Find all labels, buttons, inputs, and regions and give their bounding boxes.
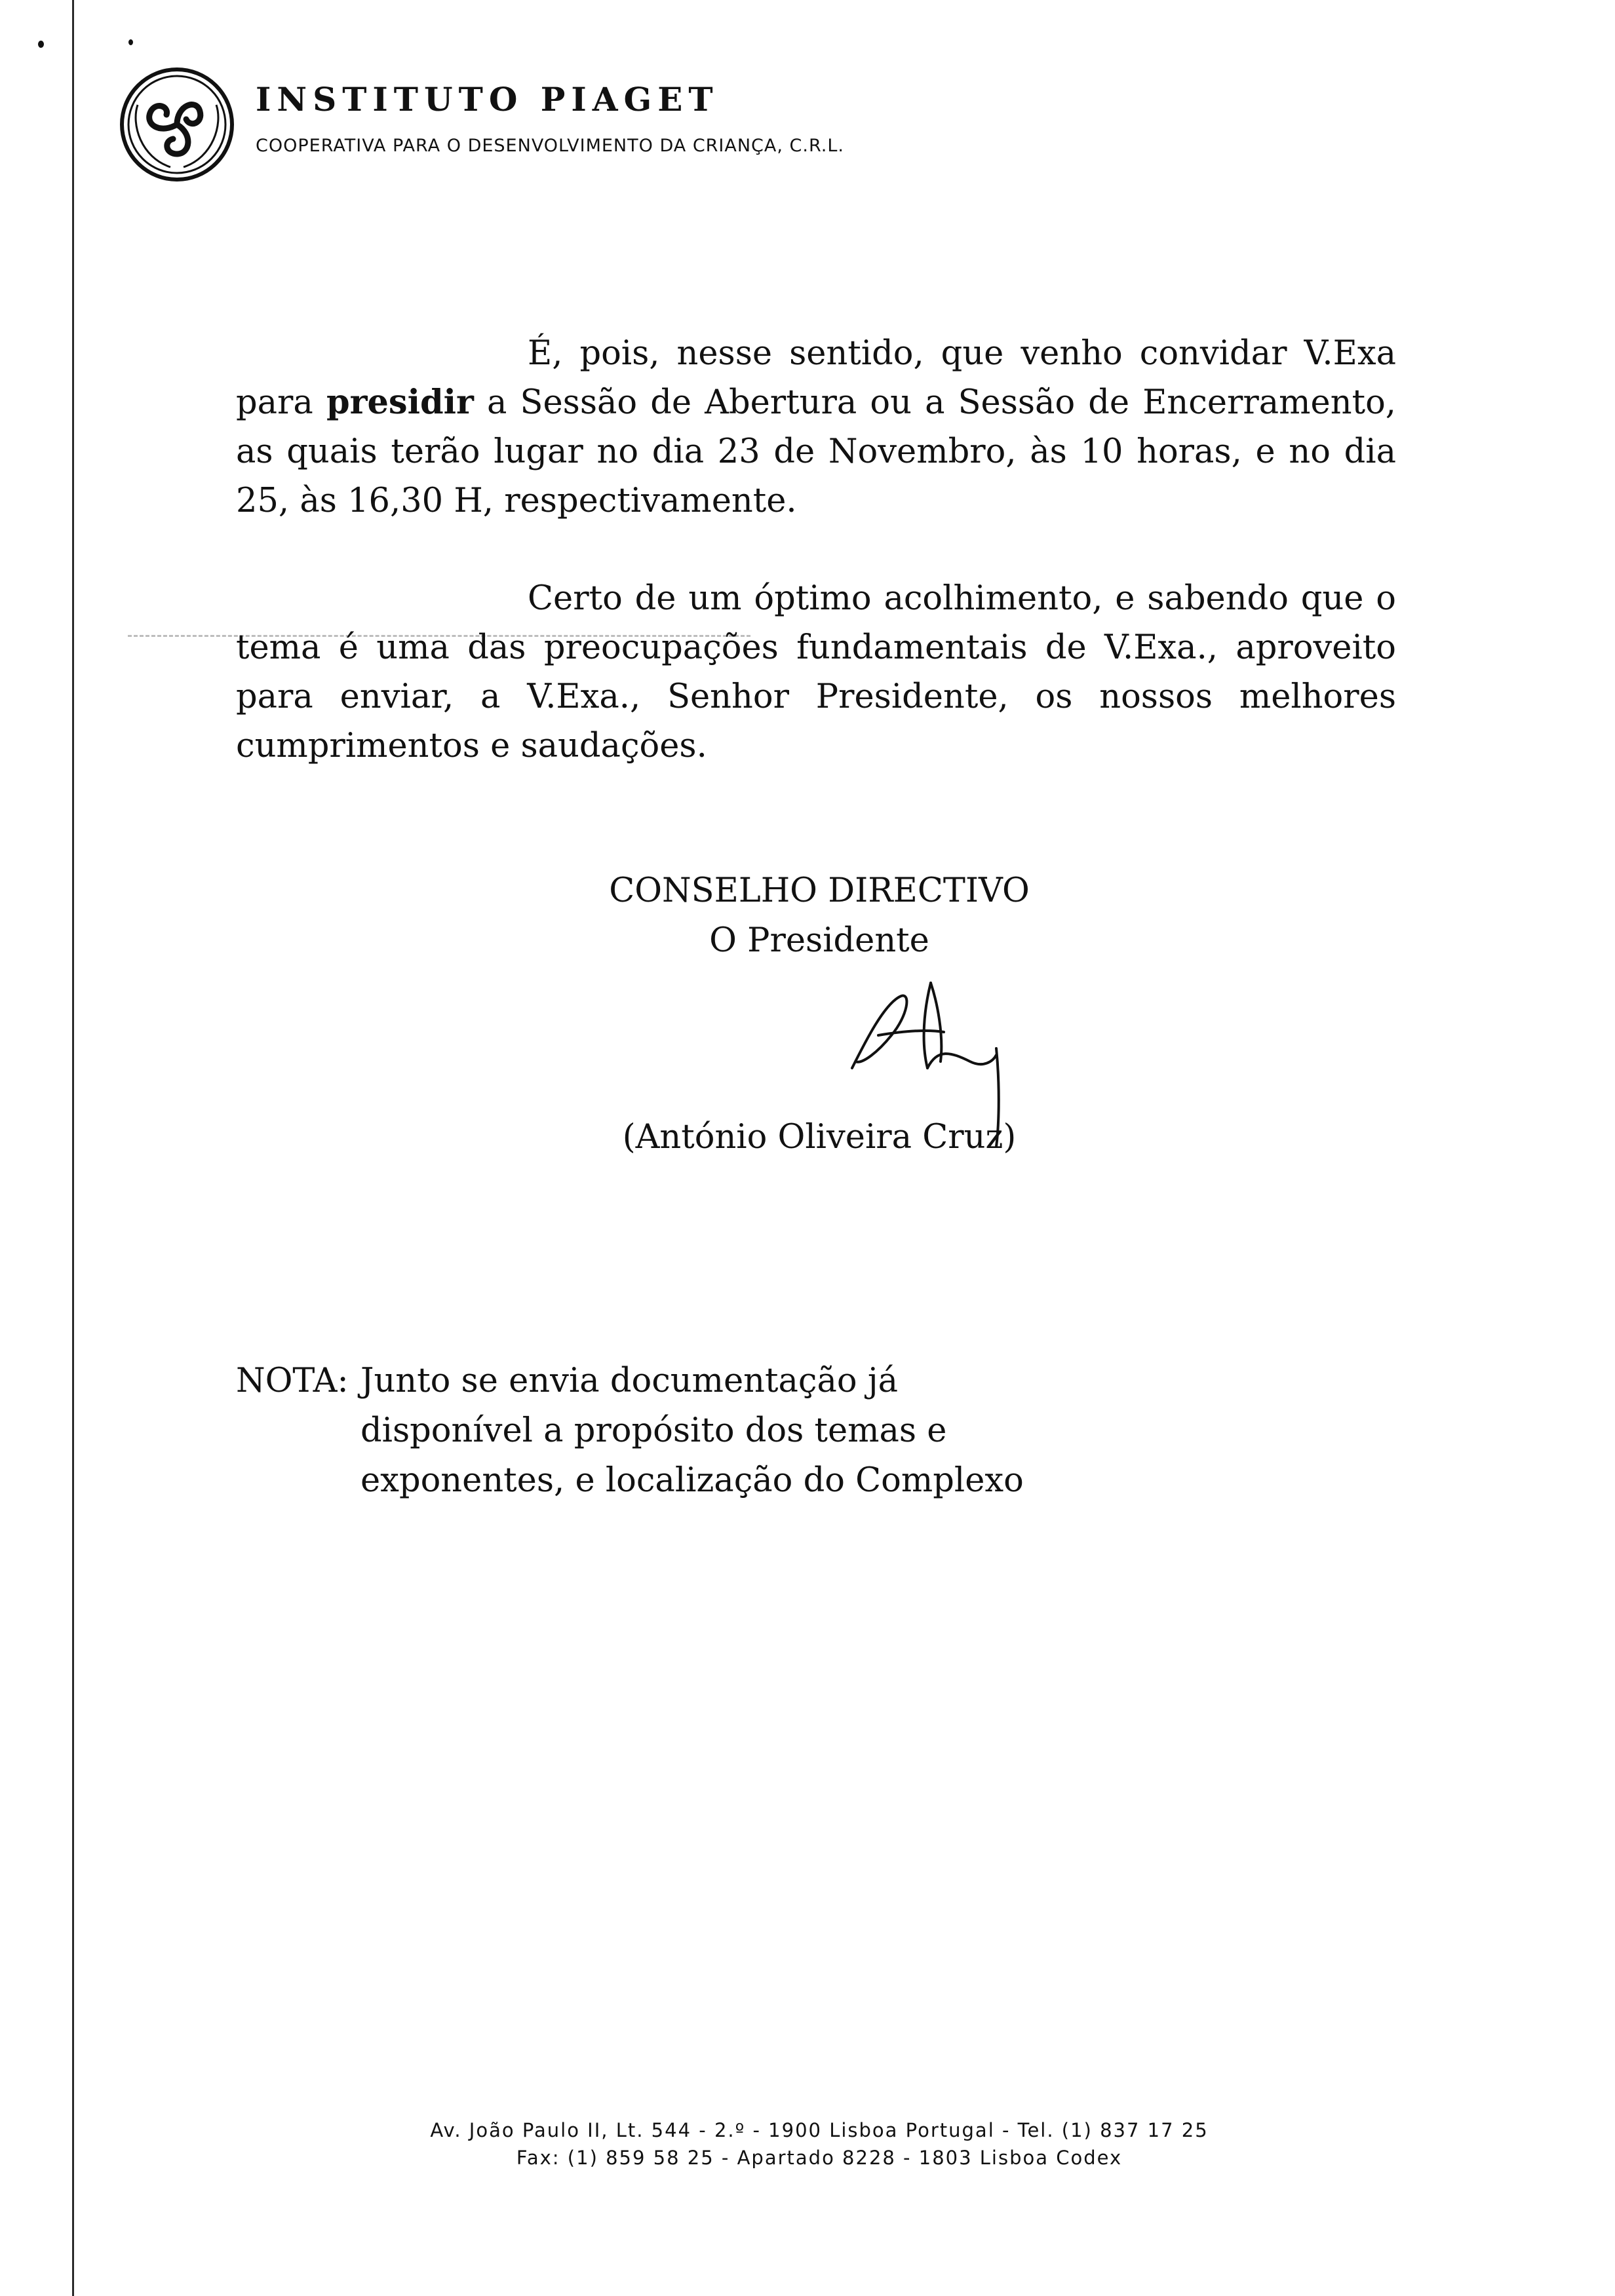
scan-edge-line <box>72 0 74 2296</box>
signer-name: (António Oliveira Cruz) <box>622 1118 1017 1157</box>
triskele-logo-icon <box>118 66 236 183</box>
paragraph-invitation-start: É, pois, nesse sentido, que venho convidar V.Exa para <box>236 334 1396 422</box>
paragraph-invitation <box>236 329 1396 526</box>
organization-name: INSTITUTO PIAGET <box>256 80 719 119</box>
note-line-3: exponentes, e localização do Complexo <box>360 1461 1024 1500</box>
footer-address: Av. João Paulo II, Lt. 544 - 2.º - 1900 Lisboa Portugal - Tel. (1) 837 17 25 <box>430 2119 1209 2141</box>
scan-speck <box>38 41 44 48</box>
note-line-1: Junto se envia documentação já <box>360 1362 899 1400</box>
signer-role: O Presidente <box>709 921 929 960</box>
emphasis-presidir: presidir <box>326 383 474 422</box>
note-block <box>236 1356 1416 1506</box>
paragraph-invitation-end: a Sessão de Abertura ou a Sessão de Encerramento, as quais terão lugar no dia 23 de Novembro, às 10 horas, e no dia 25, às 16,30 H, respectivamente. <box>236 383 1396 520</box>
paragraph-closing: Certo de um óptimo acolhimento, e sabendo que o tema é uma das preocupações fundamentais de V.Exa., aproveito para enviar, a V.Exa., Senhor Presidente, os nossos melhores cumprimentos e saudações. <box>236 579 1396 765</box>
scan-speck <box>128 39 133 45</box>
footer-contact: Fax: (1) 859 58 25 - Apartado 8228 - 1803 Lisboa Codex <box>516 2147 1123 2169</box>
organization-subtitle: COOPERATIVA PARA O DESENVOLVIMENTO DA CRIANÇA, C.R.L. <box>256 136 844 156</box>
note-line-2: disponível a propósito dos temas e <box>360 1411 947 1450</box>
note-label: NOTA: <box>236 1362 349 1400</box>
council-title: CONSELHO DIRECTIVO <box>609 871 1030 910</box>
